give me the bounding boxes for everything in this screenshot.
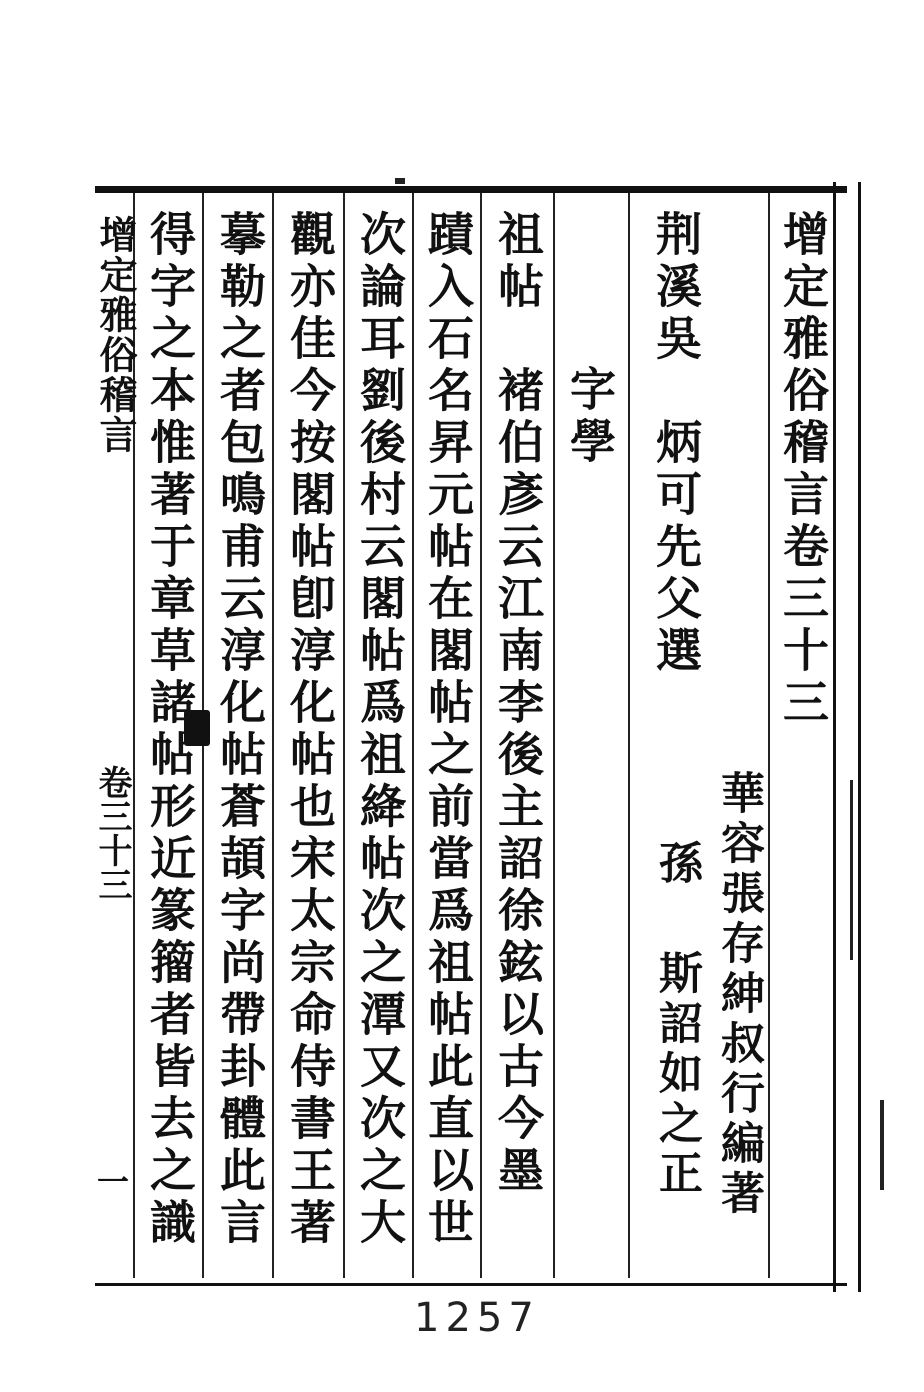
grandson-label: 孫	[651, 840, 702, 890]
page-number: 1257	[414, 1295, 540, 1341]
column-rule	[628, 193, 630, 1278]
section-heading: 字學	[563, 365, 617, 469]
text-column: 蹟入石名昇元帖在閣帖之前當爲祖帖此直以世	[421, 210, 475, 1250]
ink-speck	[395, 178, 405, 184]
column-rule	[343, 193, 345, 1278]
ink-speck	[880, 1100, 884, 1190]
column-rule	[480, 193, 482, 1278]
volume-title: 增定雅俗稽言卷三十三	[776, 210, 830, 730]
compiler-line: 華容張存紳叔行編著	[713, 770, 764, 1220]
page-frame-right-edge	[833, 182, 861, 1292]
banxin	[88, 205, 138, 1285]
banxin-leaf-number: 一	[92, 1165, 130, 1197]
text-column: 摹勒之者包鳴甫云淳化帖蒼頡字尚帶卦體此言	[213, 210, 267, 1250]
banxin-title: 增定雅俗稽言	[93, 215, 138, 455]
text-column: 祖帖 褚伯彥云江南李後主詔徐鉉以古今墨	[491, 210, 545, 1198]
column-rule	[412, 193, 414, 1278]
text-column: 觀亦佳今按閣帖卽淳化帖也宋太宗命侍書王著	[283, 210, 337, 1250]
text-column: 次論耳劉後村云閣帖爲祖絳帖次之潭又次之大	[353, 210, 407, 1250]
editor-line: 斯詔如之正	[651, 950, 702, 1200]
column-rule	[553, 193, 555, 1278]
banxin-volume: 卷三十三	[92, 765, 132, 901]
text-column: 得字之本惟著于章草諸帖形近篆籀者皆去之識	[143, 210, 197, 1250]
ink-speck	[850, 780, 853, 960]
selector-line: 荆溪吳 炳可先父選	[649, 210, 703, 678]
column-rule	[768, 193, 770, 1278]
column-rule	[272, 193, 274, 1278]
